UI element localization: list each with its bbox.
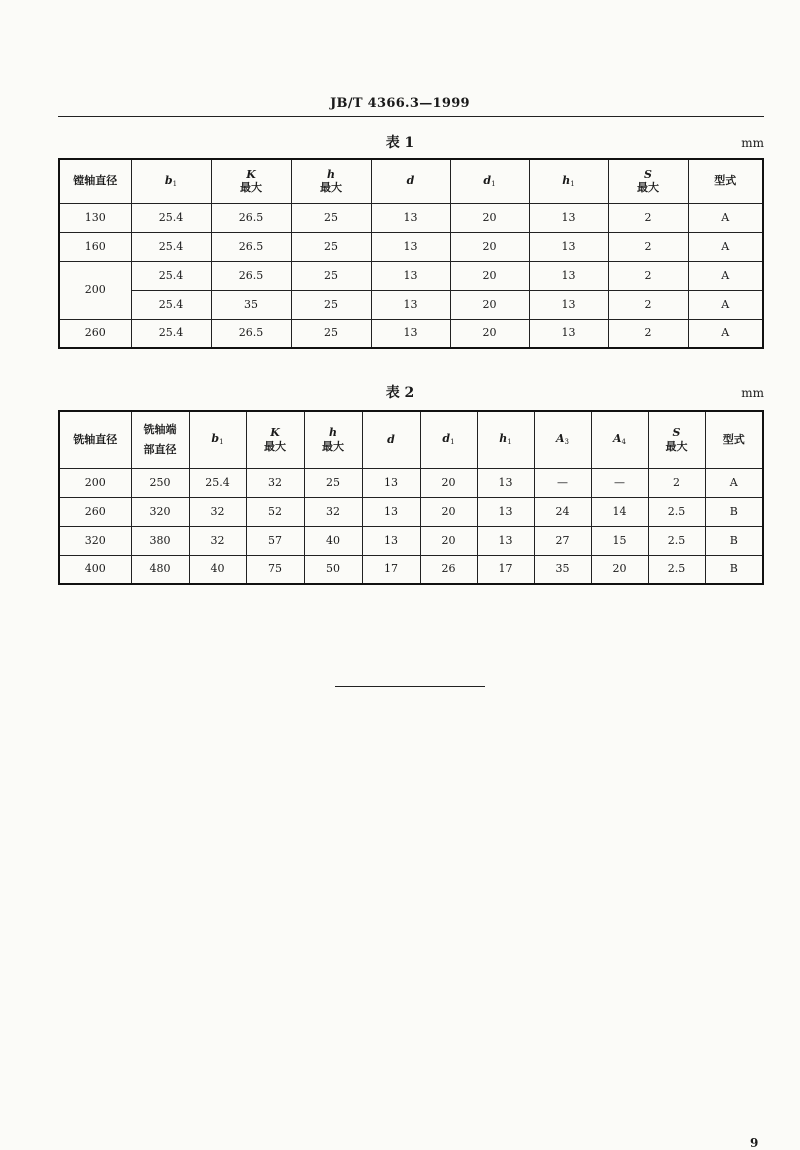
- table2-cell: 2.5: [648, 555, 705, 584]
- table2-header-subscript: 1: [507, 438, 512, 447]
- table2-cell: 17: [362, 555, 420, 584]
- table2-cell: 57: [246, 526, 304, 555]
- table2-cell: 25: [304, 468, 362, 497]
- table2-header-cell: [648, 411, 705, 468]
- table1-header-label: 型式: [714, 174, 737, 188]
- table2-cell: 20: [591, 555, 648, 584]
- table1-cell: A: [688, 261, 763, 290]
- table1-header-subscript: 1: [570, 179, 575, 188]
- standard-code: JB/T 4366.3—1999: [330, 96, 470, 111]
- table2-row: [59, 497, 763, 526]
- table2-cell: B: [705, 555, 763, 584]
- table1-header-cell: [529, 159, 608, 203]
- table2-cell: 13: [477, 468, 534, 497]
- table2-cell: B: [705, 497, 763, 526]
- table1-cell: 20: [450, 290, 529, 319]
- table2-header-cell: [477, 411, 534, 468]
- table1-cell: A: [688, 319, 763, 348]
- table1-cell: 25.4: [131, 290, 211, 319]
- table1-cell: 13: [529, 319, 608, 348]
- table2-header-symbol: S: [672, 426, 681, 439]
- table1-header-cell: [59, 159, 131, 203]
- table2-header-note: 最大: [322, 439, 344, 453]
- table2-cell: 20: [420, 468, 477, 497]
- table2-header-symbol: h: [499, 432, 508, 446]
- table1-header-subscript: 1: [172, 179, 178, 188]
- table2-row: [59, 555, 763, 584]
- table2: [58, 410, 764, 585]
- table1-cell: 35: [211, 290, 291, 319]
- table1-cell: 25.4: [131, 203, 211, 232]
- table2-header-subscript: 1: [450, 438, 455, 447]
- table2-header-cell: [534, 411, 591, 468]
- table1-header-note: 最大: [637, 181, 659, 195]
- table1-header-symbol: K: [246, 167, 256, 181]
- table2-header-cell: [705, 411, 763, 468]
- table2-row: [59, 468, 763, 497]
- table2-cell: 35: [534, 555, 591, 584]
- table1-cell: 26.5: [211, 319, 291, 348]
- table1-cell: 13: [371, 290, 450, 319]
- table1-header-symbol: S: [644, 167, 652, 181]
- table2-cell: 52: [246, 497, 304, 526]
- table1-cell: 13: [371, 203, 450, 232]
- table1-cell: 20: [450, 319, 529, 348]
- table1-cell: 2: [608, 232, 688, 261]
- table2-cell: 32: [246, 468, 304, 497]
- table2-cell: 400: [59, 555, 131, 584]
- table2-header-cell: [189, 411, 246, 468]
- table2-header-subscript: 4: [621, 438, 626, 447]
- table2-cell: 13: [362, 526, 420, 555]
- table1-cell: 13: [371, 319, 450, 348]
- table1-cell: 25.4: [131, 319, 211, 348]
- table2-cell: 32: [189, 497, 246, 526]
- table2-cell: 27: [534, 526, 591, 555]
- table1-cell: 2: [608, 203, 688, 232]
- table1-cell: 13: [371, 232, 450, 261]
- table2-cell: 13: [362, 468, 420, 497]
- table2-row: [59, 526, 763, 555]
- table1-cell: 25: [291, 319, 371, 348]
- table1-header-cell: [450, 159, 529, 203]
- table1-cell: 13: [529, 203, 608, 232]
- table1-row: [59, 319, 763, 348]
- table1-header-subscript: 1: [491, 179, 496, 188]
- table2-cell: 26: [420, 555, 477, 584]
- table2-header-symbol: d: [442, 432, 451, 446]
- table2-header-cell: [59, 411, 131, 468]
- table2-unit: mm: [741, 386, 764, 400]
- table1-row: [59, 203, 763, 232]
- table1-header-row: [59, 159, 763, 203]
- table2-header-row: [59, 411, 763, 468]
- table2-header-symbol: d: [387, 432, 395, 446]
- table2-caption: 表 2: [385, 385, 415, 401]
- table2-cell: 14: [591, 497, 648, 526]
- table2-cell: —: [534, 468, 591, 497]
- table1-header-note: 最大: [320, 181, 342, 195]
- table1-cell: 13: [529, 232, 608, 261]
- table2-cell: 380: [131, 526, 189, 555]
- table1-cell: 26.5: [211, 232, 291, 261]
- table1-cell: A: [688, 290, 763, 319]
- table1-cell: 26.5: [211, 203, 291, 232]
- table2-header-symbol: h: [329, 426, 337, 439]
- table2-header-subscript: 3: [564, 438, 569, 447]
- table2-header-cell: [246, 411, 304, 468]
- table2-header-label: 部直径: [143, 442, 177, 456]
- table2-cell: B: [705, 526, 763, 555]
- table2-header-cell: [591, 411, 648, 468]
- table2-header-cell: [304, 411, 362, 468]
- table2-header-symbol: b: [211, 432, 220, 446]
- table2-cell: 13: [362, 497, 420, 526]
- table1-cell: 2: [608, 261, 688, 290]
- table1-header-cell: [608, 159, 688, 203]
- table2-cell: 50: [304, 555, 362, 584]
- table1-cell: 25.4: [131, 232, 211, 261]
- table1-cell: 25: [291, 203, 371, 232]
- table2-cell: 13: [477, 526, 534, 555]
- end-rule: [335, 686, 485, 687]
- table1-header-cell: [688, 159, 763, 203]
- table1-header-symbol: d: [483, 173, 492, 187]
- table2-cell: 32: [189, 526, 246, 555]
- table2-cell: 2.5: [648, 497, 705, 526]
- table2-header-note: 最大: [665, 439, 688, 453]
- table2-cell: 24: [534, 497, 591, 526]
- table2-cell: 200: [59, 468, 131, 497]
- table1-cell: 2: [608, 319, 688, 348]
- table1-cell: A: [688, 232, 763, 261]
- table2-cell: 250: [131, 468, 189, 497]
- table1-cell: 26.5: [211, 261, 291, 290]
- table2-cell: —: [591, 468, 648, 497]
- table1-cell: 25.4: [131, 261, 211, 290]
- table2-header-note: 最大: [264, 439, 286, 453]
- table2-cell: 320: [131, 497, 189, 526]
- table1-cell: 200: [59, 261, 131, 319]
- table1-cell: 20: [450, 203, 529, 232]
- table1-cell: 13: [529, 261, 608, 290]
- table1-row: [59, 261, 763, 290]
- table2-header-label: 型式: [722, 432, 745, 446]
- table2-cell: 2: [648, 468, 705, 497]
- table1-header-symbol: d: [406, 174, 415, 188]
- table2-cell: 32: [304, 497, 362, 526]
- table2-cell: 20: [420, 497, 477, 526]
- table1-header-note: 最大: [240, 181, 262, 195]
- table2-header-cell: [131, 411, 189, 468]
- table1-cell: 130: [59, 203, 131, 232]
- page-number: 9: [750, 1136, 759, 1150]
- table2-header-cell: [362, 411, 420, 468]
- table2-cell: 15: [591, 526, 648, 555]
- table1-row: [59, 290, 763, 319]
- table2-cell: 17: [477, 555, 534, 584]
- table1-header-cell: [291, 159, 371, 203]
- table2-header-label: 铣轴端: [143, 423, 177, 436]
- table2-cell: 40: [189, 555, 246, 584]
- table1-cell: 13: [529, 290, 608, 319]
- table1: [58, 158, 764, 349]
- table1-cell: 160: [59, 232, 131, 261]
- table1-cell: A: [688, 203, 763, 232]
- table1-cell: 25: [291, 232, 371, 261]
- table2-header-symbol: A: [555, 432, 565, 446]
- header-rule: [58, 116, 764, 117]
- table2-cell: 20: [420, 526, 477, 555]
- table2-cell: 13: [477, 497, 534, 526]
- table2-cell: 40: [304, 526, 362, 555]
- table1-header-cell: [131, 159, 211, 203]
- table2-header-symbol: A: [612, 432, 622, 446]
- table2-header-cell: [420, 411, 477, 468]
- table1-cell: 20: [450, 261, 529, 290]
- table1-cell: 20: [450, 232, 529, 261]
- table2-cell: 480: [131, 555, 189, 584]
- table1-cell: 25: [291, 261, 371, 290]
- table1-header-cell: [371, 159, 450, 203]
- table2-cell: A: [705, 468, 763, 497]
- table1-header-symbol: h: [327, 167, 335, 181]
- table1-header-cell: [211, 159, 291, 203]
- table1-unit: mm: [741, 136, 764, 150]
- table2-header-subscript: 1: [219, 438, 224, 447]
- table1-cell: 260: [59, 319, 131, 348]
- table1-caption: 表 1: [385, 135, 415, 151]
- table2-cell: 75: [246, 555, 304, 584]
- table2-cell: 25.4: [189, 468, 246, 497]
- table1-header-label: 镗轴直径: [73, 174, 118, 188]
- table1-cell: 2: [608, 290, 688, 319]
- table2-cell: 320: [59, 526, 131, 555]
- table2-header-label: 铣轴直径: [73, 432, 118, 446]
- table1-header-symbol: h: [562, 173, 571, 187]
- table1-cell: 25: [291, 290, 371, 319]
- table1-row: [59, 232, 763, 261]
- table2-cell: 2.5: [648, 526, 705, 555]
- table2-cell: 260: [59, 497, 131, 526]
- table2-header-symbol: K: [270, 426, 280, 439]
- table1-header-symbol: b: [164, 173, 173, 187]
- table1-cell: 13: [371, 261, 450, 290]
